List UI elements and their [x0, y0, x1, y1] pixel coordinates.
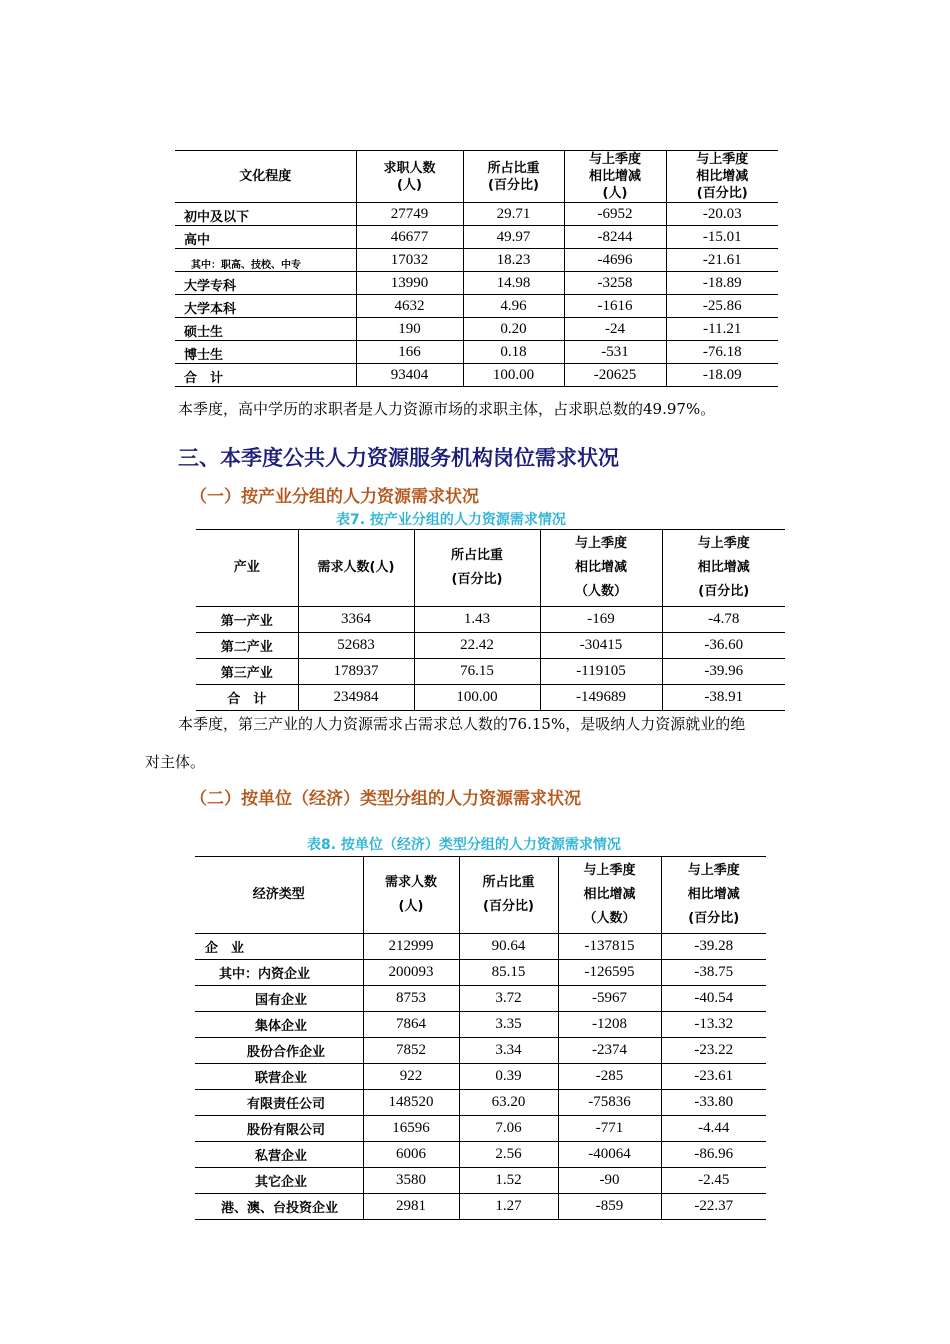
cell-value: 16596	[363, 1116, 459, 1142]
header-cell: 文化程度	[175, 151, 356, 203]
cell-value: 234984	[298, 685, 414, 711]
cell-value: -4.44	[661, 1116, 766, 1142]
section-title: 三、本季度公共人力资源服务机构岗位需求状况	[178, 446, 619, 470]
paragraph-industry-summary-line1: 本季度，第三产业的人力资源需求占需求总人数的76.15%，是吸纳人力资源就业的绝	[178, 715, 746, 733]
cell-value: -38.91	[662, 685, 785, 711]
subsection-title-economic-type: （二）按单位（经济）类型分组的人力资源需求状况	[190, 789, 581, 809]
cell-value: 3364	[298, 607, 414, 633]
table-row	[175, 203, 778, 226]
cell-value: 148520	[363, 1090, 459, 1116]
row-label: 股份合作企业	[195, 1038, 363, 1064]
header-cell: 产业	[196, 530, 298, 607]
cell-value: -21.61	[666, 249, 778, 272]
row-label: 第二产业	[196, 633, 298, 659]
cell-value: -771	[558, 1116, 661, 1142]
cell-value: -40.54	[661, 986, 766, 1012]
table-row	[196, 607, 785, 633]
cell-value: 93404	[356, 364, 463, 387]
cell-value: 0.39	[459, 1064, 558, 1090]
row-label: 有限责任公司	[195, 1090, 363, 1116]
cell-value: 17032	[356, 249, 463, 272]
education-table	[175, 150, 778, 387]
cell-value: 76.15	[414, 659, 540, 685]
cell-value: -4.78	[662, 607, 785, 633]
cell-value: 4632	[356, 295, 463, 318]
table-row	[175, 318, 778, 341]
table-row	[195, 960, 766, 986]
cell-value: 100.00	[463, 364, 564, 387]
cell-value: 8753	[363, 986, 459, 1012]
header-cell: 经济类型	[195, 857, 363, 934]
row-label: 股份有限公司	[195, 1116, 363, 1142]
cell-value: -39.96	[662, 659, 785, 685]
cell-value: 13990	[356, 272, 463, 295]
cell-value: -25.86	[666, 295, 778, 318]
row-label: 其它企业	[195, 1168, 363, 1194]
cell-value: 212999	[363, 934, 459, 960]
table7-caption: 表7. 按产业分组的人力资源需求情况	[336, 512, 566, 528]
cell-value: -23.22	[661, 1038, 766, 1064]
row-label: 港、澳、台投资企业	[195, 1194, 363, 1220]
table-row	[175, 249, 778, 272]
table-row	[195, 1116, 766, 1142]
cell-value: 3.72	[459, 986, 558, 1012]
cell-value: -75836	[558, 1090, 661, 1116]
cell-value: -11.21	[666, 318, 778, 341]
cell-value: 22.42	[414, 633, 540, 659]
cell-value: 1.27	[459, 1194, 558, 1220]
row-label: 第三产业	[196, 659, 298, 685]
header-cell: 与上季度 相比增减 (人)	[564, 151, 666, 203]
cell-value: -859	[558, 1194, 661, 1220]
table-row	[175, 226, 778, 249]
cell-value: -36.60	[662, 633, 785, 659]
row-label: 初中及以下	[175, 203, 356, 226]
table-row	[195, 1064, 766, 1090]
row-label: 联营企业	[195, 1064, 363, 1090]
cell-value: -531	[564, 341, 666, 364]
row-label: 大学专科	[175, 272, 356, 295]
table-row	[195, 934, 766, 960]
paragraph-education-summary: 本季度，高中学历的求职者是人力资源市场的求职主体，占求职总数的49.97%。	[178, 400, 716, 418]
cell-value: 6006	[363, 1142, 459, 1168]
cell-value: 29.71	[463, 203, 564, 226]
industry-demand-table	[196, 529, 785, 711]
cell-value: -285	[558, 1064, 661, 1090]
cell-value: 46677	[356, 226, 463, 249]
table-header-row	[175, 151, 778, 203]
cell-value: 14.98	[463, 272, 564, 295]
cell-value: -18.09	[666, 364, 778, 387]
cell-value: -90	[558, 1168, 661, 1194]
cell-value: 190	[356, 318, 463, 341]
cell-value: -169	[540, 607, 662, 633]
cell-value: -5967	[558, 986, 661, 1012]
header-cell: 与上季度 相比增减 (百分比)	[666, 151, 778, 203]
cell-value: -149689	[540, 685, 662, 711]
header-cell: 与上季度 相比增减 (百分比)	[661, 857, 766, 934]
cell-value: 7852	[363, 1038, 459, 1064]
table-row	[195, 1168, 766, 1194]
cell-value: 27749	[356, 203, 463, 226]
cell-value: -22.37	[661, 1194, 766, 1220]
table-row	[195, 1194, 766, 1220]
cell-value: -137815	[558, 934, 661, 960]
cell-value: -119105	[540, 659, 662, 685]
header-cell: 所占比重 (百分比)	[414, 530, 540, 607]
economic-type-demand-table	[195, 856, 766, 1220]
table-row	[196, 633, 785, 659]
row-label: 其中：职高、技校、中专	[175, 249, 356, 272]
cell-value: 2981	[363, 1194, 459, 1220]
cell-value: 3.34	[459, 1038, 558, 1064]
row-label: 私营企业	[195, 1142, 363, 1168]
cell-value: 90.64	[459, 934, 558, 960]
cell-value: -13.32	[661, 1012, 766, 1038]
row-label: 合 计	[175, 364, 356, 387]
cell-value: 85.15	[459, 960, 558, 986]
cell-value: -38.75	[661, 960, 766, 986]
header-cell: 与上季度 相比增减 （人数）	[558, 857, 661, 934]
cell-value: 3580	[363, 1168, 459, 1194]
cell-value: -23.61	[661, 1064, 766, 1090]
table-header-row	[196, 530, 785, 607]
cell-value: 49.97	[463, 226, 564, 249]
cell-value: -1616	[564, 295, 666, 318]
total-row	[196, 685, 785, 711]
table8-caption: 表8. 按单位（经济）类型分组的人力资源需求情况	[307, 837, 621, 853]
cell-value: 0.18	[463, 341, 564, 364]
cell-value: -76.18	[666, 341, 778, 364]
row-label: 国有企业	[195, 986, 363, 1012]
cell-value: -24	[564, 318, 666, 341]
cell-value: 7.06	[459, 1116, 558, 1142]
cell-value: 1.43	[414, 607, 540, 633]
cell-value: -126595	[558, 960, 661, 986]
header-cell: 求职人数 (人)	[356, 151, 463, 203]
table-row	[195, 1090, 766, 1116]
cell-value: -20.03	[666, 203, 778, 226]
cell-value: 52683	[298, 633, 414, 659]
table-row	[195, 986, 766, 1012]
table-row	[175, 272, 778, 295]
cell-value: 0.20	[463, 318, 564, 341]
row-label: 高中	[175, 226, 356, 249]
table-header-row	[195, 857, 766, 934]
row-label: 博士生	[175, 341, 356, 364]
cell-value: -39.28	[661, 934, 766, 960]
table-row	[175, 295, 778, 318]
row-label: 硕士生	[175, 318, 356, 341]
table-row	[195, 1012, 766, 1038]
cell-value: -33.80	[661, 1090, 766, 1116]
cell-value: -4696	[564, 249, 666, 272]
cell-value: -15.01	[666, 226, 778, 249]
cell-value: -18.89	[666, 272, 778, 295]
cell-value: 100.00	[414, 685, 540, 711]
table-row	[195, 1142, 766, 1168]
row-label: 大学本科	[175, 295, 356, 318]
cell-value: -40064	[558, 1142, 661, 1168]
table-row	[195, 1038, 766, 1064]
row-label: 集体企业	[195, 1012, 363, 1038]
cell-value: 1.52	[459, 1168, 558, 1194]
cell-value: -1208	[558, 1012, 661, 1038]
cell-value: 18.23	[463, 249, 564, 272]
cell-value: -2374	[558, 1038, 661, 1064]
cell-value: 7864	[363, 1012, 459, 1038]
cell-value: -3258	[564, 272, 666, 295]
cell-value: -2.45	[661, 1168, 766, 1194]
cell-value: 2.56	[459, 1142, 558, 1168]
total-row	[175, 364, 778, 387]
cell-value: 200093	[363, 960, 459, 986]
cell-value: -20625	[564, 364, 666, 387]
table-row	[196, 659, 785, 685]
row-label: 合 计	[196, 685, 298, 711]
header-cell: 所占比重 (百分比)	[463, 151, 564, 203]
cell-value: 3.35	[459, 1012, 558, 1038]
cell-value: 922	[363, 1064, 459, 1090]
header-cell: 与上季度 相比增减 （人数）	[540, 530, 662, 607]
row-label: 企 业	[195, 934, 363, 960]
cell-value: -8244	[564, 226, 666, 249]
header-cell: 与上季度 相比增减 (百分比)	[662, 530, 785, 607]
header-cell: 需求人数(人)	[298, 530, 414, 607]
paragraph-industry-summary-line2: 对主体。	[145, 753, 206, 771]
row-label: 其中：内资企业	[195, 960, 363, 986]
row-label: 第一产业	[196, 607, 298, 633]
cell-value: -30415	[540, 633, 662, 659]
cell-value: 178937	[298, 659, 414, 685]
cell-value: 63.20	[459, 1090, 558, 1116]
header-cell: 需求人数 (人)	[363, 857, 459, 934]
cell-value: 4.96	[463, 295, 564, 318]
cell-value: -6952	[564, 203, 666, 226]
subsection-title-industry: （一）按产业分组的人力资源需求状况	[190, 487, 479, 507]
table-row	[175, 341, 778, 364]
header-cell: 所占比重 (百分比)	[459, 857, 558, 934]
cell-value: 166	[356, 341, 463, 364]
cell-value: -86.96	[661, 1142, 766, 1168]
